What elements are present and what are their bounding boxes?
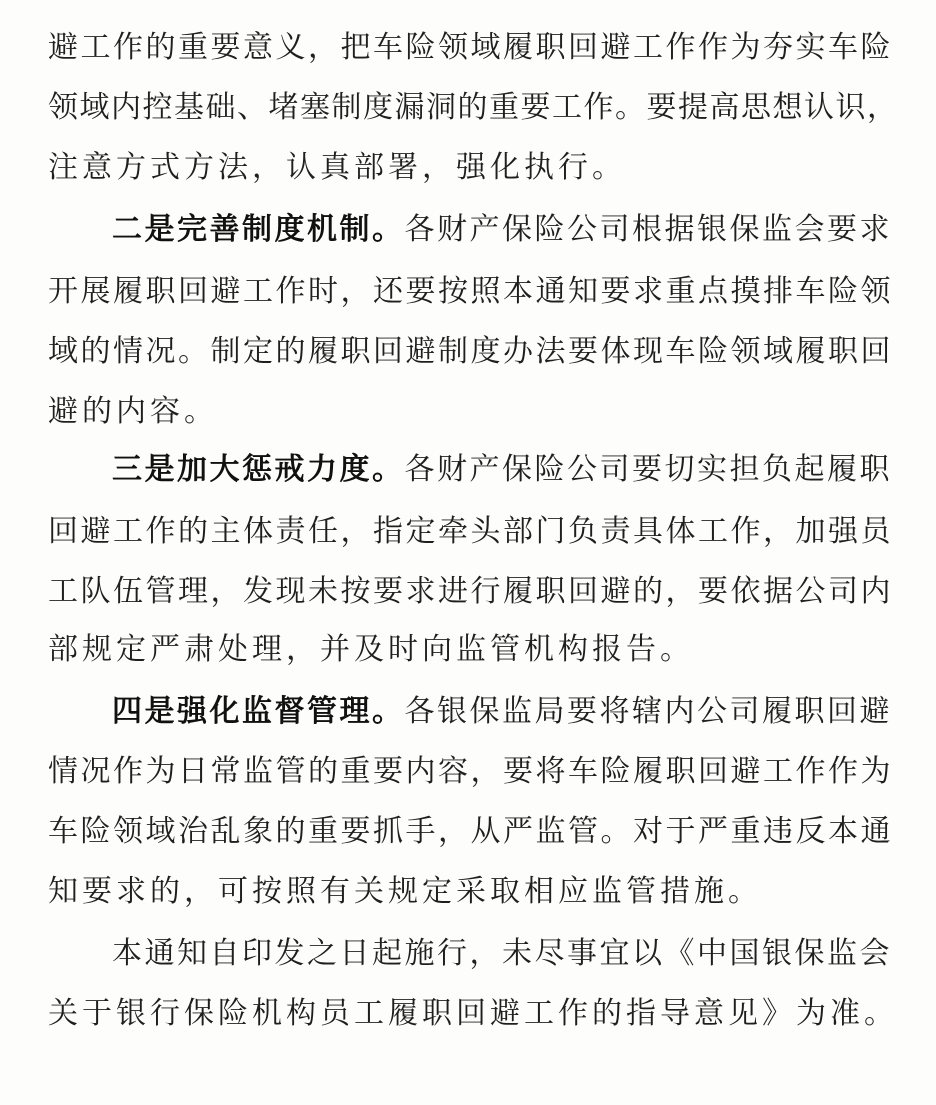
text-line: 回避工作的主体责任，指定牵头部门负责具体工作，加强员 — [48, 514, 893, 549]
text-line — [112, 200, 892, 260]
text-line: 域的情况。制定的履职回避制度办法要体现车险领域履职回 — [48, 334, 893, 369]
paragraph-text: 各财产保险公司要切实担负起履职 — [404, 452, 892, 487]
text-line: 避工作的重要意义，把车险领域履职回避工作作为夯实车险 — [48, 30, 893, 65]
text-line: 知要求的，可按照有关规定采取相应监管措施。 — [48, 874, 762, 909]
text-line: 车险领域治乱象的重要抓手，从严监管。对于严重违反本通 — [48, 814, 893, 849]
paragraph-heading: 三是加大惩戒力度。 — [112, 452, 405, 487]
text-line: 部规定严肃处理，并及时向监管机构报告。 — [48, 632, 694, 667]
text-line — [112, 440, 892, 500]
text-line: 情况作为日常监管的重要内容，要将车险履职回避工作作为 — [48, 754, 893, 789]
text-line: 注意方式方法，认真部署，强化执行。 — [48, 150, 626, 185]
paragraph-heading: 二是完善制度机制。 — [112, 212, 405, 247]
text-line: 关于银行保险机构员工履职回避工作的指导意见》为准。 — [48, 996, 898, 1031]
paragraph-heading: 四是强化监督管理。 — [112, 694, 405, 729]
text-line: 避的内容。 — [48, 394, 218, 429]
text-line — [112, 682, 892, 742]
text-line: 领域内控基础、堵塞制度漏洞的重要工作。要提高思想认识， — [48, 90, 899, 125]
text-line: 开展履职回避工作时，还要按照本通知要求重点摸排车险领 — [48, 274, 893, 309]
paragraph-text: 各财产保险公司根据银保监会要求 — [404, 212, 892, 247]
paragraph-text: 各银保监局要将辖内公司履职回避 — [404, 694, 892, 729]
text-line: 本通知自印发之日起施行，未尽事宜以《中国银保监会 — [112, 936, 892, 971]
text-line: 工队伍管理，发现未按要求进行履职回避的，要依据公司内 — [48, 574, 893, 609]
